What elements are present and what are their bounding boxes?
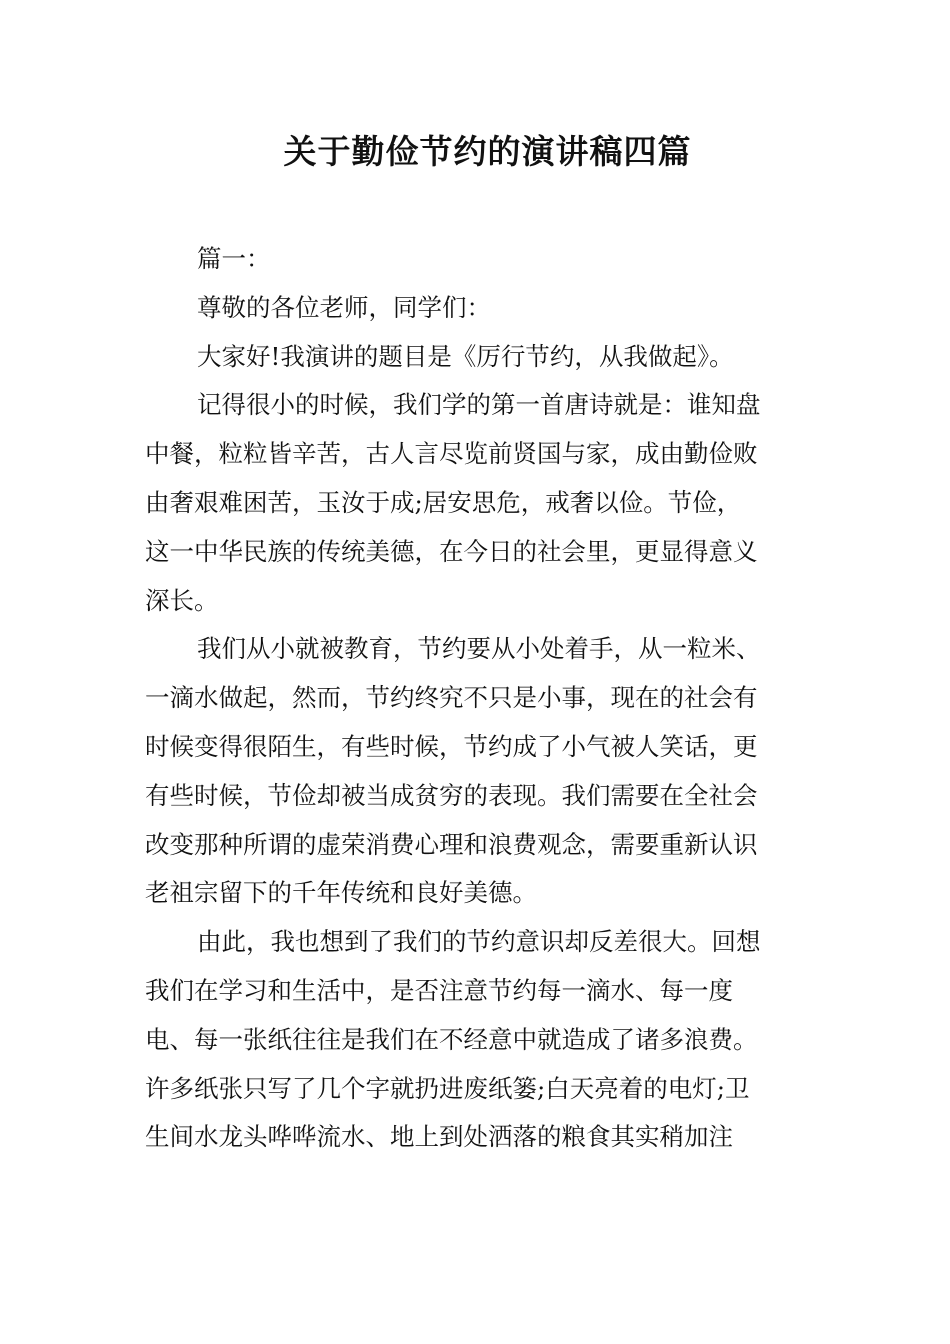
text-line: 生间水龙头哗哗流水、地上到处洒落的粮食其实稍加注 xyxy=(145,1122,733,1152)
text-line: 由此，我也想到了我们的节约意识却反差很大。回想 xyxy=(197,927,761,957)
text-line: 尊敬的各位老师，同学们： xyxy=(197,292,491,322)
text-line: 深长。 xyxy=(145,585,219,615)
text-line: 电、每一张纸往往是我们在不经意中就造成了诸多浪费。 xyxy=(145,1024,758,1054)
text-line: 我们在学习和生活中，是否注意节约每一滴水、每一度 xyxy=(145,975,733,1005)
text-line: 老祖宗留下的千年传统和良好美德。 xyxy=(145,878,537,908)
text-line: 我们从小就被教育，节约要从小处着手，从一粒米、 xyxy=(197,634,761,664)
text-line: 一滴水做起，然而，节约终究不只是小事，现在的社会有 xyxy=(145,683,758,713)
document-body xyxy=(145,235,795,1162)
text-line: 记得很小的时候，我们学的第一首唐诗就是：谁知盘 xyxy=(197,390,761,420)
text-line: 改变那种所谓的虚荣消费心理和浪费观念，需要重新认识 xyxy=(145,829,758,859)
text-line: 这一中华民族的传统美德，在今日的社会里，更显得意义 xyxy=(145,536,758,566)
text-line: 中餐，粒粒皆辛苦，古人言尽览前贤国与家，成由勤俭败 xyxy=(145,439,758,469)
text-line: 时候变得很陌生，有些时候，节约成了小气被人笑话，更 xyxy=(145,731,758,761)
text-line: 由奢艰难困苦，玉汝于成;居安思危，戒奢以俭。节俭， xyxy=(145,487,742,517)
text-line: 篇一： xyxy=(197,244,271,273)
text-line: 有些时候，节俭却被当成贫穷的表现。我们需要在全社会 xyxy=(145,780,758,810)
text-line: 大家好!我演讲的题目是《厉行节约，从我做起》。 xyxy=(197,341,734,371)
text-line: 许多纸张只写了几个字就扔进废纸篓;白天亮着的电灯;卫 xyxy=(145,1073,750,1103)
document-title: 关于勤俭节约的演讲稿四篇 xyxy=(283,132,692,171)
